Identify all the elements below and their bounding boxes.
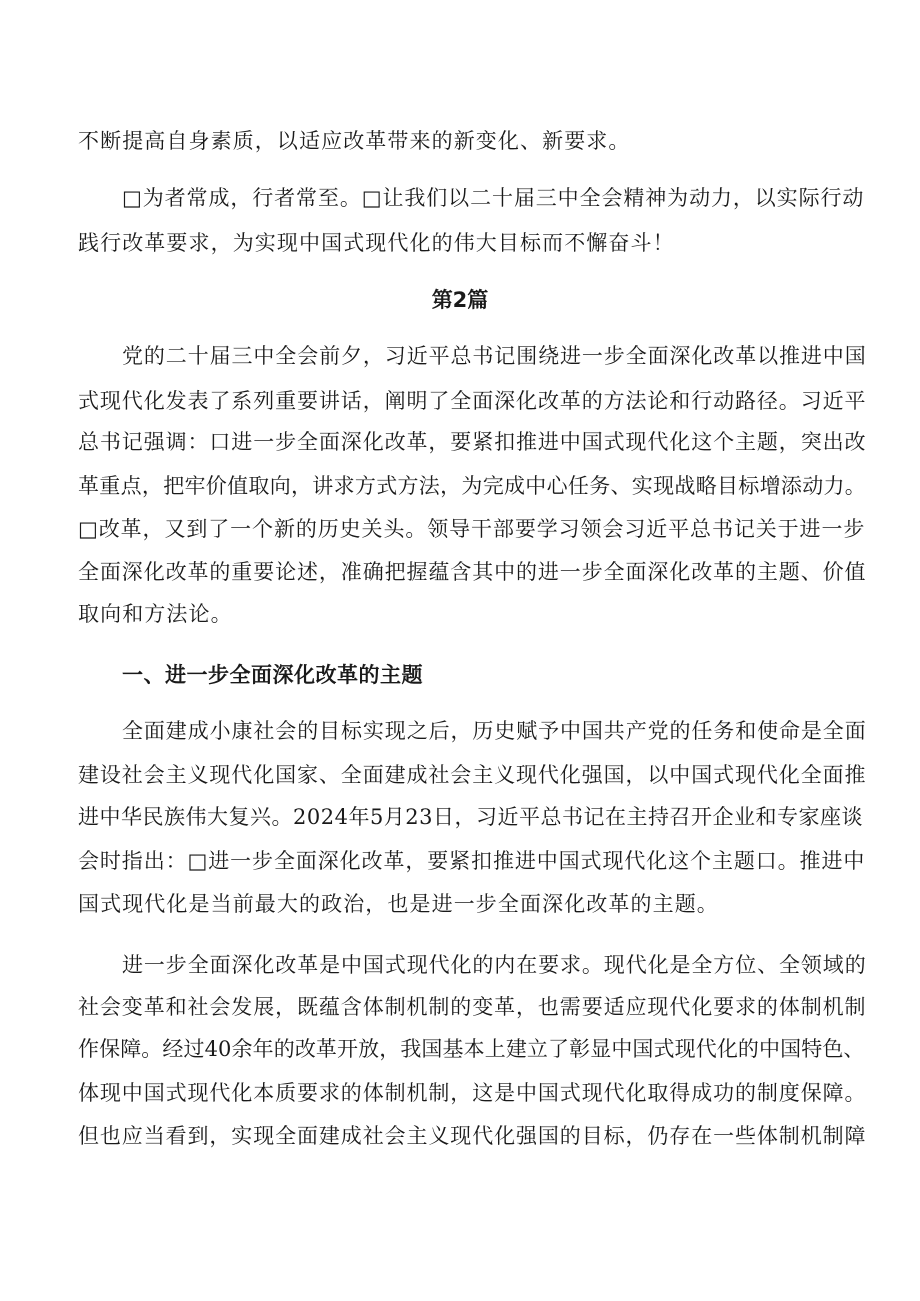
paragraph-theme-line-2: 建设社会主义现代化国家、全面建成社会主义现代化强国，以中国式现代化全面推 [78, 763, 867, 787]
paragraph-requirement-line-2: 社会变革和社会发展，既蕴含体制机制的变革，也需要适应现代化要求的体制机制 [78, 995, 867, 1019]
paragraph-requirement-line-1: 进一步全面深化改革是中国式现代化的内在要求。现代化是全方位、全领域的 [122, 953, 867, 977]
paragraph-theme-line-1: 全面建成小康社会的目标实现之后，历史赋予中国共产党的任务和使命是全面 [122, 719, 867, 743]
paragraph-closing-line-2: 践行改革要求，为实现中国式现代化的伟大目标而不懈奋斗！ [78, 231, 675, 255]
paragraph-intro-line-2: 式现代化发表了系列重要讲话，阐明了全面深化改革的方法论和行动路径。习近平 [78, 389, 867, 413]
paragraph-requirement-line-4: 体现中国式现代化本质要求的体制机制，这是中国式现代化取得成功的制度保障。 [78, 1081, 867, 1105]
paragraph-closing-line-1: □为者常成，行者常至。□让我们以二十届三中全会精神为动力，以实际行动 [122, 186, 865, 210]
paragraph-intro-line-5: □改革，又到了一个新的历史关头。领导干部要学习领会习近平总书记关于进一步 [78, 517, 866, 541]
paragraph-intro-line-1: 党的二十届三中全会前夕，习近平总书记围绕进一步全面深化改革以推进中国 [122, 344, 867, 368]
section-heading-1: 一、进一步全面深化改革的主题 [122, 663, 423, 687]
paragraph-requirement-line-5: 但也应当看到，实现全面建成社会主义现代化强国的目标，仍存在一些体制机制障 [78, 1124, 867, 1148]
paragraph-previous-line-1: 不断提高自身素质，以适应改革带来的新变化、新要求。 [78, 129, 631, 153]
section-title: 第2篇 [431, 288, 489, 312]
paragraph-intro-line-6: 全面深化改革的重要论述，准确把握蕴含其中的进一步全面深化改革的主题、价值 [78, 560, 867, 584]
paragraph-intro-line-4: 革重点，把牢价值取向，讲求方式方法，为完成中心任务、实现战略目标增添动力。 [78, 474, 867, 498]
paragraph-intro-line-7: 取向和方法论。 [78, 602, 233, 626]
paragraph-theme-line-3: 进中华民族伟大复兴。2024年5月23日，习近平总书记在主持召开企业和专家座谈 [78, 805, 864, 829]
paragraph-theme-line-5: 国式现代化是当前最大的政治，也是进一步全面深化改革的主题。 [78, 892, 719, 916]
paragraph-intro-line-3: 总书记强调：口进一步全面深化改革，要紧扣推进中国式现代化这个主题，突出改 [78, 430, 867, 454]
paragraph-requirement-line-3: 作保障。经过40余年的改革开放，我国基本上建立了彰显中国式现代化的中国特色、 [78, 1037, 865, 1061]
paragraph-theme-line-4: 会时指出：□进一步全面深化改革，要紧扣推进中国式现代化这个主题口。推进中 [78, 849, 866, 873]
